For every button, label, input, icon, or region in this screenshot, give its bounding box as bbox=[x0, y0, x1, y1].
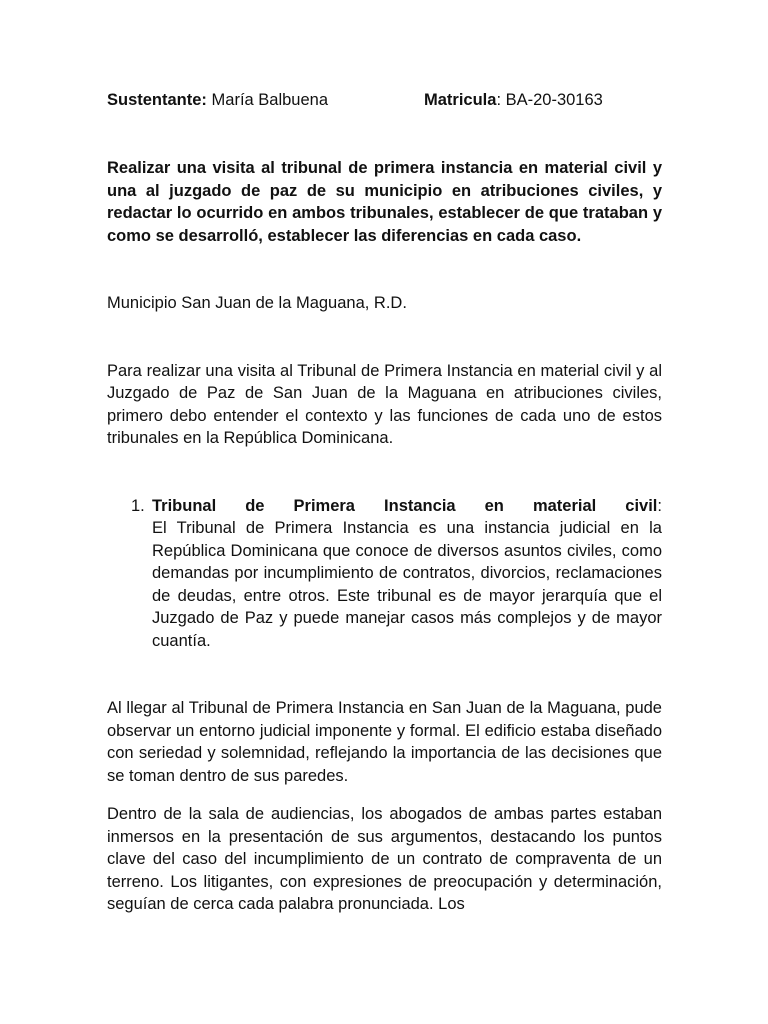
heading-word: Instancia bbox=[384, 496, 456, 515]
heading-word: civil bbox=[625, 496, 658, 515]
matricula-field bbox=[424, 88, 603, 112]
intro-paragraph: Para realizar una visita al Tribunal de Primera Instancia en material civil y al Juzgado de Paz de San Juan de la Maguana en atribuciones civiles, primero debo entender el contexto y las funciones de cada uno de estos tribunales en la República Dominicana. bbox=[107, 361, 662, 447]
sustentante-label: Sustentante: bbox=[107, 91, 207, 109]
heading-word: en bbox=[484, 496, 504, 515]
heading-word: Primera bbox=[293, 496, 355, 515]
heading-last bbox=[625, 495, 662, 518]
sustentante-field bbox=[107, 88, 424, 112]
heading-word: de bbox=[245, 496, 265, 515]
body-paragraph: Al llegar al Tribunal de Primera Instancia en San Juan de la Maguana, pude observar un entorno judicial imponente y formal. El edificio estaba diseñado con seriedad y solemnidad, reflejando la importancia de las decisiones que se toman dentro de sus paredes. bbox=[107, 699, 662, 785]
body-paragraph: Dentro de la sala de audiencias, los abogados de ambas partes estaban inmersos en la presentación de sus argumentos, destacando los puntos clave del caso del incumplimiento de un contrato de compraventa de un terreno. Los litigantes, con expresiones de preocupación y determinación, seguían de cerca cada palabra pronunciada. Los bbox=[107, 805, 662, 913]
header-line bbox=[107, 88, 662, 112]
matricula-value: : BA-20-30163 bbox=[496, 91, 603, 109]
heading-colon: : bbox=[657, 496, 662, 515]
sustentante-value: María Balbuena bbox=[206, 91, 329, 109]
location-line: Municipio San Juan de la Maguana, R.D. bbox=[107, 294, 407, 312]
document-page bbox=[107, 88, 662, 916]
list-item-heading bbox=[152, 495, 662, 518]
heading-word: Tribunal bbox=[152, 496, 217, 515]
numbered-list bbox=[107, 495, 662, 653]
list-item-text: El Tribunal de Primera Instancia es una instancia judicial en la República Dominicana que conoce de diversos asuntos civiles, como demandas por incumplimiento de contratos, divorcios, reclamaciones de deudas, entre otros. Este tribunal es de mayor jerarquía que el Juzgado de Paz y puede manejar casos más complejos y de mayor cuantía. bbox=[152, 519, 662, 650]
heading-word: material bbox=[532, 496, 597, 515]
list-item bbox=[107, 495, 662, 653]
list-item-body bbox=[152, 495, 662, 653]
list-item-number: 1. bbox=[131, 496, 145, 515]
matricula-label: Matricula bbox=[424, 91, 497, 109]
assignment-title: Realizar una visita al tribunal de primera instancia en material civil y una al juzgado de paz de su municipio en atribuciones civiles, y redactar lo ocurrido en ambos tribunales, establecer de que trataban y como se desarrolló, establecer las diferencias en cada caso. bbox=[107, 159, 662, 245]
